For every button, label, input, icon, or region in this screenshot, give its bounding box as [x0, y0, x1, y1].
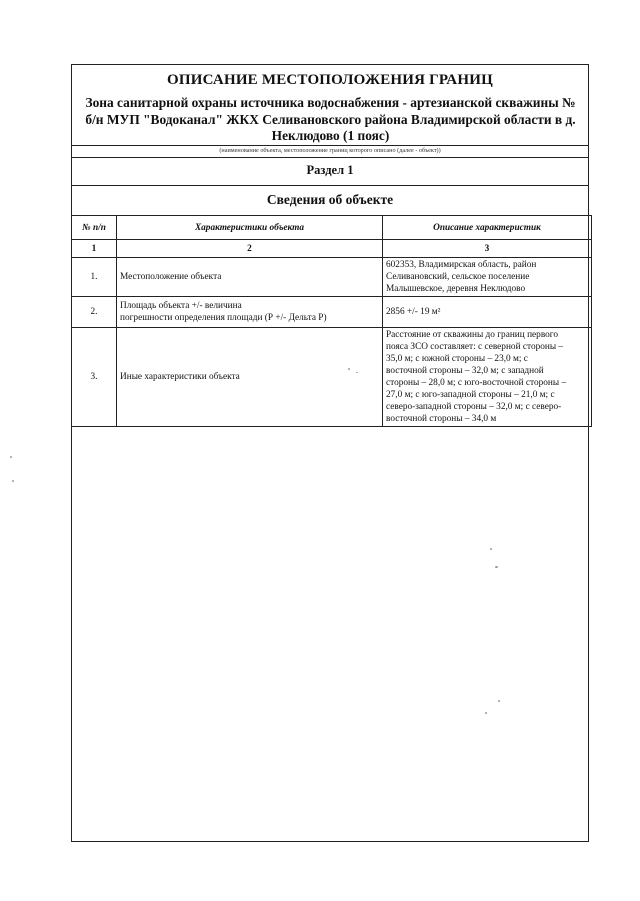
scan-speck: [495, 566, 498, 568]
row-characteristic: [117, 297, 383, 328]
description-line: Малышевское, деревня Неклюдово: [386, 284, 526, 294]
description-line: пояса ЗСО составляет: с северной стороны –: [386, 342, 564, 352]
table-row: [72, 297, 592, 328]
description-line: 35,0 м; с южной стороны – 23,0 м; с: [386, 354, 528, 364]
subtitle-line: Неклюдово (1 пояс): [271, 128, 390, 143]
section-label: Раздел 1: [306, 163, 354, 177]
divider: [72, 157, 588, 158]
header-characteristic: Характеристики объекта: [117, 216, 383, 240]
description-line: стороны – 28,0 м; с юго-восточной стороны –: [386, 378, 567, 388]
scan-speck: [356, 372, 358, 373]
document-subtitle: [78, 95, 583, 145]
column-number: 3: [383, 240, 592, 258]
row-number: 1.: [72, 258, 117, 297]
description-line: северо-западной стороны – 32,0 м; с северо-: [386, 402, 562, 412]
table-header-row: [72, 216, 592, 240]
column-number: 2: [117, 240, 383, 258]
column-number-row: [72, 240, 592, 258]
document-frame: [71, 64, 589, 842]
table-row: [72, 328, 592, 427]
header-number: № п/п: [72, 216, 117, 240]
scan-speck: [490, 548, 492, 550]
characteristic-line: Площадь объекта +/- величина: [120, 301, 242, 311]
row-description: 2856 +/- 19 м²: [383, 297, 592, 328]
header-description: Описание характеристик: [383, 216, 592, 240]
column-number: 1: [72, 240, 117, 258]
subtitle-line: б/н МУП "Водоканал" ЖКХ Селивановского района Владимирской области в д.: [85, 111, 576, 127]
row-number: 3.: [72, 328, 117, 427]
divider: [72, 145, 588, 146]
scan-speck: [498, 700, 500, 702]
row-description: [383, 328, 592, 427]
description-line: 27,0 м; с юго-западной стороны – 21,0 м; с: [386, 390, 555, 400]
object-info-table: [71, 215, 592, 427]
description-line: восточной стороны – 34,0 м: [386, 414, 497, 424]
object-caption: (наименование объекта, местоположение границ которого описано (далее - объект)): [219, 147, 441, 154]
row-number: 2.: [72, 297, 117, 328]
scan-speck: [12, 480, 14, 482]
description-line: 602353, Владимирская область, район: [386, 260, 537, 270]
description-line: Селивановский, сельское поселение: [386, 272, 530, 282]
row-characteristic: Местоположение объекта: [117, 258, 383, 297]
document-title: ОПИСАНИЕ МЕСТОПОЛОЖЕНИЯ ГРАНИЦ: [167, 72, 493, 88]
scan-speck: [348, 368, 350, 370]
row-characteristic: Иные характеристики объекта: [117, 328, 383, 427]
scan-speck: [485, 712, 487, 714]
row-description: [383, 258, 592, 297]
description-line: восточной стороны – 32,0 м; с западной: [386, 366, 544, 376]
divider: [72, 185, 588, 186]
table-row: [72, 258, 592, 297]
description-line: Расстояние от скважины до границ первого: [386, 330, 559, 340]
characteristic-line: погрешности определения площади (Р +/- Дельта Р): [120, 313, 327, 323]
section-title: Сведения об объекте: [266, 192, 394, 207]
subtitle-line: Зона санитарной охраны источника водоснабжения - артезианской скважины №: [85, 95, 576, 110]
scan-speck: [10, 456, 12, 458]
